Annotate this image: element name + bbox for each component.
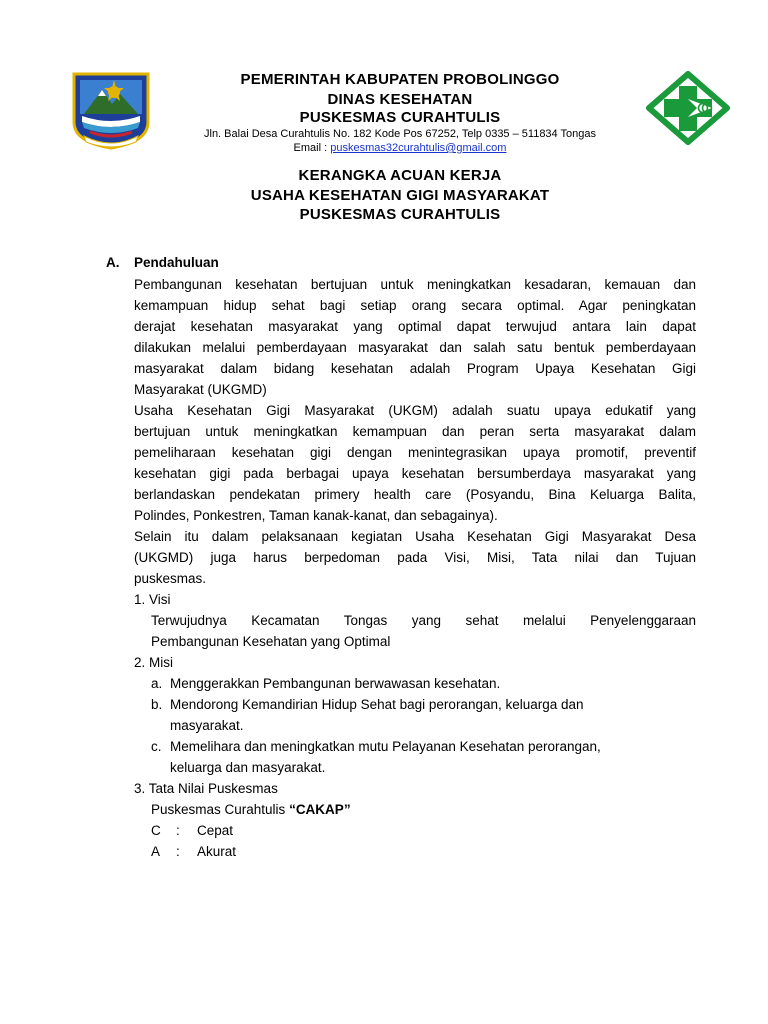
section-a-heading (106, 254, 219, 272)
text-line: Selain itu dalam pelaksanaan kegiatan Usaha Kesehatan Gigi Masyarakat Desa (134, 529, 696, 544)
tata-nilai-label: 3. Tata Nilai Puskesmas (134, 781, 278, 796)
misi-item-text: keluarga dan masyarakat. (170, 760, 326, 775)
value-meaning: Akurat (197, 844, 237, 859)
title-line-1: KERANGKA ACUAN KERJA (298, 167, 502, 184)
text-line: bertujuan untuk meningkatkan kemampuan dan peran serta masyarakat dalam (134, 424, 696, 439)
value-meaning: Cepat (197, 823, 234, 838)
title-line-2: USAHA KESEHATAN GIGI MASYARAKAT (250, 187, 550, 204)
visi-label: 1. Visi (134, 592, 171, 607)
text-line: pemeliharaan kesehatan gigi dengan menintegrasikan upaya promotif, preventif (134, 445, 696, 460)
email-label: Email : (293, 142, 331, 154)
puskesmas-logo (646, 71, 730, 145)
misi-item-marker: b. (151, 697, 163, 712)
text-line: Masyarakat (UKGMD) (134, 382, 267, 397)
misi-label: 2. Misi (134, 655, 174, 670)
text-line: puskesmas. (134, 571, 207, 586)
text-line: Terwujudnya Kecamatan Tongas yang sehat melalui Penyelenggaraan (151, 613, 696, 628)
misi-item-text: masyarakat. (170, 718, 244, 733)
misi-item-text: Memelihara dan meningkatkan mutu Pelayanan Kesehatan perorangan, (170, 739, 601, 754)
text-line: dilakukan melalui pemberdayaan masyarakat dan salah satu bentuk pemberdayaan (134, 340, 696, 355)
misi-item-marker: a. (151, 676, 163, 691)
tata-nilai-intro (151, 799, 351, 820)
value-separator: : (176, 844, 180, 859)
regency-emblem-logo (70, 70, 152, 150)
text-line: (UKGMD) juga harus berpedoman pada Visi, Misi, Tata nilai dan Tujuan (134, 550, 696, 565)
header-department: DINAS KESEHATAN (327, 91, 473, 108)
misi-item-text: Menggerakkan Pembangunan berwawasan kesehatan. (170, 676, 501, 691)
header-government: PEMERINTAH KABUPATEN PROBOLINGGO (240, 71, 560, 88)
text-line: Polindes, Ponkestren, Taman kanak-kanat, dan sebagainya). (134, 508, 498, 523)
text-line: masyarakat dalam bidang kesehatan adalah Program Upaya Kesehatan Gigi (134, 361, 696, 376)
misi-item-marker: c. (151, 739, 162, 754)
title-line-3: PUSKESMAS CURAHTULIS (299, 206, 501, 223)
text-line: Pembangunan Kesehatan yang Optimal (151, 634, 391, 649)
text-line: Pembangunan kesehatan bertujuan untuk meningkatkan kesadaran, kemauan dan (134, 277, 696, 292)
text-line: kemampuan hidup sehat bagi setiap orang secara optimal. Agar peningkatan (134, 298, 696, 313)
header-email-line (150, 141, 650, 155)
value-separator: : (176, 823, 180, 838)
value-letter: A (151, 844, 161, 859)
paragraph-pendahuluan-1 (134, 274, 696, 400)
section-title: Pendahuluan (134, 255, 219, 270)
text-line: kesehatan gigi pada berbagai upaya kesehatan bersumberdaya masyarakat yang (134, 466, 696, 481)
visi-text (151, 610, 696, 652)
text-line: berlandaskan pendekatan primery health care (Posyandu, Bina Keluarga Balita, (134, 487, 696, 502)
header-address: Jln. Balai Desa Curahtulis No. 182 Kode Pos 67252, Telp 0335 – 511834 Tongas (204, 128, 596, 140)
paragraph-pendahuluan-3 (134, 526, 696, 589)
text-line: Usaha Kesehatan Gigi Masyarakat (UKGM) adalah suatu upaya edukatif yang (134, 403, 696, 418)
text-line: derajat kesehatan masyarakat yang optimal dapat terwujud antara lain dapat (134, 319, 696, 334)
paragraph-pendahuluan-2 (134, 400, 696, 526)
misi-item-text: Mendorong Kemandirian Hidup Sehat bagi perorangan, keluarga dan (170, 697, 584, 712)
section-letter: A. (106, 255, 120, 270)
value-letter: C (151, 823, 161, 838)
email-link[interactable]: puskesmas32curahtulis@gmail.com (330, 142, 507, 154)
tata-nilai-intro-text: Puskesmas Curahtulis (151, 802, 290, 817)
header-puskesmas: PUSKESMAS CURAHTULIS (299, 109, 501, 126)
tata-nilai-acronym: “CAKAP” (289, 802, 351, 817)
